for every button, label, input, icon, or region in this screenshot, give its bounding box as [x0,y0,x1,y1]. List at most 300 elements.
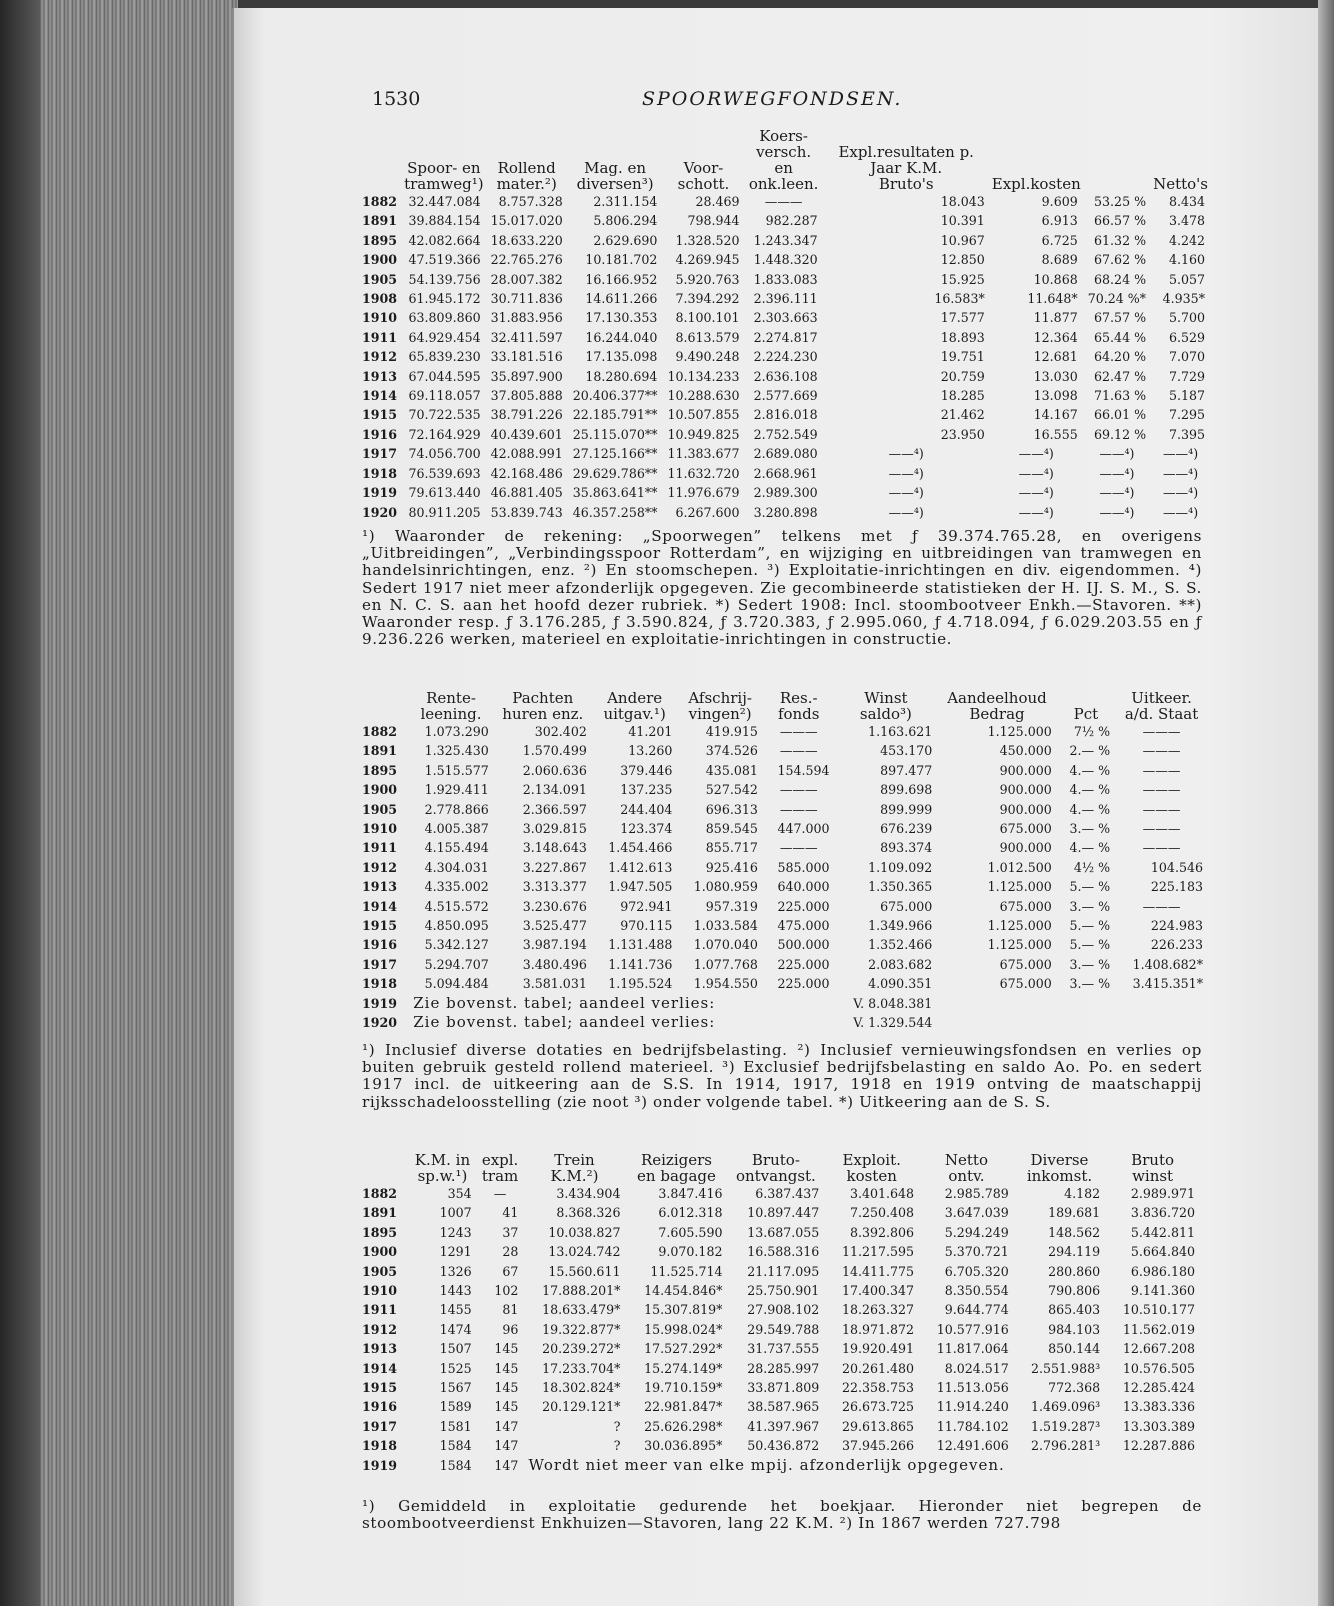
table-cell: 29.613.865 [841,1418,915,1434]
table-cell: 2.989.300 [753,485,818,501]
table-cell: 10.391 [940,213,985,229]
table-cell: 1.077.768 [693,956,758,972]
row-year: 1910 [362,310,398,326]
table-cell: 18.893 [940,329,985,345]
table-cell: 29.629.786** [572,465,658,481]
table-cell: 17.527.292* [644,1341,723,1357]
table-cell: 46.357.258** [572,504,658,520]
table-cell: 10.288.630 [667,388,740,404]
table-cell: 25.626.298* [644,1418,723,1434]
table-cell: 12.850 [940,252,985,268]
row-year: 1908 [362,291,398,307]
table-cell: 16.583* [934,291,985,307]
table-cell: 419.915 [705,724,758,739]
row-year: 1919 [362,485,398,501]
table-cell: 5.294.249 [944,1224,1009,1240]
table-row [362,1242,1200,1261]
table-cell: 16.166.952 [585,271,658,287]
table-cell: 982.287 [765,213,818,229]
table-cell: 30.711.836 [490,291,563,307]
table-cell: 47.519.366 [408,252,481,268]
table-cell: 145 [494,1341,519,1357]
table-cell: 2.060.636 [522,762,587,778]
table-cell: 1.352.466 [868,937,933,953]
table-cell: 41 [502,1205,519,1221]
column-header: Netto ontv. [944,1151,988,1185]
table-cell: 7.605.590 [658,1224,723,1240]
table-cell: 4.160 [1168,252,1205,268]
table-cell: 900.000 [999,801,1052,817]
table-cell: 10.868 [1033,271,1078,287]
table-cell: 9.141.360 [1130,1283,1195,1299]
row-note: Zie bovenst. tabel; aandeel verlies: [413,993,716,1012]
table-cell: 20.129.121* [542,1399,621,1415]
table-cell: 16.588.316 [747,1244,820,1260]
row-year: 1915 [362,407,398,423]
table-cell: 5.370.721 [944,1244,1009,1260]
column-header: Pct [1073,705,1099,723]
table-cell: 2.303.663 [753,310,818,326]
column-header: Bruto winst [1131,1151,1175,1185]
table-row [362,425,1210,444]
table-cell: 5.342.127 [424,937,489,953]
row-year: 1917 [362,956,398,972]
row-year: 1917 [362,446,398,462]
table-row [362,1436,1200,1455]
table-cell: 69.118.057 [408,388,481,404]
table-cell: 4.515.572 [424,898,489,914]
table-cell: 2.274.817 [753,329,818,345]
table-cell: 10.134.233 [667,368,740,384]
table-cell: 18.633.479* [542,1302,621,1318]
table-cell: 3.227.867 [522,859,587,875]
table-cell: 20.239.272* [542,1341,621,1357]
table-cell: 7.729 [1168,368,1205,384]
table-row [362,464,1210,483]
table-cell: 42.082.664 [408,232,481,248]
table-cell: 2.134.091 [522,782,587,798]
table-cell: 27.125.166** [572,446,658,462]
table-cell: 2.796.281³ [1031,1438,1101,1454]
table-cell: 640.000 [777,879,830,895]
table-cell: 527.542 [705,782,758,798]
row-year: 1910 [362,1283,398,1299]
table-cell: 1.070.040 [693,937,758,953]
table-cell: 6.705.320 [944,1263,1009,1279]
table-cell: 374.526 [705,743,758,759]
table-cell: 18.043 [940,194,985,209]
table-cell: 2.668.961 [753,465,818,481]
row-year: 1915 [362,918,398,934]
table-cell: 145 [494,1380,519,1396]
table-cell: 2.816.018 [753,407,818,423]
table-cell: 4.— % [1069,762,1111,778]
row-year: 1918 [362,976,398,992]
row-year: 1913 [362,1341,398,1357]
table-cell: 16.555 [1033,426,1078,442]
table-cell: 2.577.669 [753,388,818,404]
table-cell: 1.125.000 [987,918,1052,934]
table-cell: 64.929.454 [408,329,481,345]
table-cell: 897.477 [880,762,933,778]
table-cell: 1567 [439,1380,472,1396]
table-cell: 3.525.477 [522,918,587,934]
table-cell: ——— [1142,898,1181,914]
column-header [362,128,402,192]
table-cell: 42.168.486 [490,465,563,481]
table-cell: 435.081 [705,762,758,778]
table-cell: 20.406.377** [572,388,658,404]
table-cell: 676.239 [880,821,933,837]
table-cell: 12.491.606 [936,1438,1009,1454]
table-cell: 6.012.318 [658,1205,723,1221]
table-cell: 46.881.405 [490,485,563,501]
empty-cell [1115,994,1208,1013]
column-header: Expl.resultaten p. Jaar K.M. Bruto's [838,143,974,193]
table-cell: 675.000 [999,976,1052,992]
table-cell: 147 [494,1438,519,1454]
table-cell: 865.403 [1048,1302,1101,1318]
table-capital-accounts [362,128,1210,522]
row-year: 1910 [362,821,398,837]
table-cell: 11.562.019 [1122,1321,1195,1337]
table-cell: 2.689.080 [753,446,818,462]
table-cell: 675.000 [999,956,1052,972]
row-year: 1912 [362,1321,398,1337]
table-row [362,1339,1200,1358]
table-cell: 379.446 [620,762,673,778]
table-cell: 1.349.966 [868,918,933,934]
empty-cell [1057,1013,1115,1032]
table-cell: 13.098 [1033,388,1078,404]
empty-cell [937,994,1057,1013]
table-cell: 13.024.742 [548,1244,621,1260]
table-cell: 29.549.788 [747,1321,820,1337]
table-cell: 900.000 [999,782,1052,798]
table-cell: 970.115 [620,918,673,934]
table-cell: 280.860 [1048,1263,1101,1279]
table-cell: 11.914.240 [936,1399,1009,1415]
table-row [362,1359,1200,1378]
table-cell: 226.233 [1150,937,1203,953]
table-cell: 2.985.789 [944,1186,1009,1201]
table-cell: 1581 [439,1418,472,1434]
column-header: Uitkeer. a/d. Staat [1124,689,1199,723]
table-cell: 7.070 [1168,349,1205,365]
table-cell: 585.000 [777,859,830,875]
table-cell: 11.513.056 [936,1380,1009,1396]
table-cell: 1326 [439,1263,472,1279]
table-cell: 899.698 [880,782,933,798]
table-cell: ——⁴) [888,485,924,501]
table-cell: ——⁴) [1018,485,1054,501]
row-year: 1918 [362,1438,398,1454]
column-header: Koers- versch. en onk.leen. [748,127,819,193]
table-cell: 1.412.613 [608,859,673,875]
row-year: 1900 [362,252,398,268]
table-cell: 4.— % [1069,782,1111,798]
table-cell: 6.913 [1041,213,1078,229]
table-cell: ——— [1142,743,1181,759]
row-year: 1917 [362,1418,398,1434]
table-cell: 18.971.872 [841,1321,915,1337]
table-cell: 2.629.690 [593,232,658,248]
table-cell: ——⁴) [1162,465,1199,481]
table-cell: 925.416 [705,859,758,875]
table-cell: 33.181.516 [490,349,563,365]
table-cell: 3.480.496 [522,956,587,972]
table-cell: 70.722.535 [408,407,481,423]
row-year: 1916 [362,1399,398,1415]
table-cell: 15.017.020 [490,213,563,229]
table-cell: 4.304.031 [424,859,489,875]
table-cell: 65.839.230 [408,349,481,365]
row-year: 1919 [362,1457,398,1473]
row-year: 1911 [362,329,398,345]
table-row [362,1417,1200,1436]
table-cell: 123.374 [620,821,673,837]
table-cell: ——⁴) [1018,446,1054,462]
table-cell: 6.725 [1041,232,1078,248]
table-cell: 10.576.505 [1122,1360,1195,1376]
table-cell: 2.636.108 [753,368,818,384]
table-cell: 11.632.720 [667,465,740,481]
table-cell: 66.57 % [1094,213,1147,229]
table-cell: 10.181.702 [585,252,658,268]
table-cell: 1.328.520 [675,232,740,248]
table-row [362,289,1210,308]
table-cell: 37.945.266 [841,1438,915,1454]
table-cell: 1.125.000 [987,724,1052,739]
table-cell: 1.125.000 [987,937,1052,953]
loss-value: V. 1.329.544 [853,1015,933,1031]
table-cell: 28.285.997 [747,1360,820,1376]
table-cell: 9.644.774 [944,1302,1009,1318]
table-cell: 1.243.347 [753,232,818,248]
table-cell: 798.944 [687,213,740,229]
table-cell: 3.230.676 [522,898,587,914]
column-header: Trein K.M.²) [550,1151,599,1185]
row-year: 1916 [362,426,398,442]
table-cell: 28.007.382 [490,271,563,287]
column-header [1083,128,1151,192]
table-cell: 31.883.956 [490,310,563,326]
table-cell: 3.— % [1069,956,1111,972]
table-cell: 12.681 [1033,349,1078,365]
table-cell: 675.000 [999,898,1052,914]
column-header: Bruto- ontvangst. [735,1151,816,1185]
table-row [362,1223,1200,1242]
table-cell: 22.981.847* [644,1399,723,1415]
table-cell: 7.250.408 [849,1205,915,1221]
table-cell: 40.439.601 [490,426,563,442]
table-row [362,192,1210,211]
row-year: 1914 [362,898,398,914]
table-cell: 4.155.494 [424,840,489,856]
table-row [362,838,1208,857]
table-cell: 225.000 [777,976,830,992]
column-header: Aandeelhoud Bedrag [947,689,1047,723]
table-cell: 67.044.595 [408,368,481,384]
table-cell: 1.109.092 [868,859,933,875]
table-cell: 4.— % [1069,840,1111,856]
table-cell: 25.115.070** [572,426,658,442]
table-cell: 61.32 % [1094,232,1147,248]
table-cell: 26.673.725 [841,1399,915,1415]
table-cell: 8.757.328 [498,194,563,209]
table-cell: 21.117.095 [747,1263,820,1279]
table-cell: 147 [494,1418,519,1434]
table-cell: 475.000 [777,918,830,934]
table-cell: 20.759 [940,368,985,384]
table-cell: 102 [494,1283,519,1299]
table-cell: 66.01 % [1094,407,1147,423]
table-cell: 772.368 [1048,1380,1101,1396]
column-header: Expl.kosten [991,175,1081,193]
table-cell: ——— [779,743,818,759]
table-cell: 1.515.577 [424,762,489,778]
table-cell: 13.383.336 [1122,1399,1195,1415]
table-cell: 6.986.180 [1130,1263,1195,1279]
table-cell: 9.609 [1041,194,1078,209]
row-year: 1916 [362,937,398,953]
column-header: Mag. en diversen³) [576,159,654,193]
table-cell: 4.269.945 [675,252,740,268]
table-cell: ? [613,1438,621,1454]
table-row [362,935,1208,954]
table-cell: 72.164.929 [408,426,481,442]
table-cell: 18.280.694 [585,368,658,384]
table-cell: 855.717 [705,840,758,856]
table-cell: 1291 [439,1244,472,1260]
table-row [362,897,1208,916]
column-header: Afschrij- vingen²) [688,689,752,723]
table-cell: 20.261.480 [841,1360,915,1376]
row-year: 1882 [362,724,398,739]
row-note: Zie bovenst. tabel; aandeel verlies: [413,1013,716,1032]
table-cell: 1.454.466 [608,840,673,856]
table-cell: 154.594 [777,762,830,778]
book-right-edge [1318,0,1334,1606]
row-year: 1911 [362,1302,398,1318]
table-row [362,1281,1200,1300]
table-cell: 32.447.084 [408,194,481,209]
table-cell: 1.073.290 [424,724,489,739]
table-cell: 53.839.743 [490,504,563,520]
table-row [362,1378,1200,1397]
column-header: Pachten huren enz. [502,689,584,723]
table-cell: 64.20 % [1094,349,1147,365]
table-cell: 17.130.353 [585,310,658,326]
table-cell: 225.000 [777,898,830,914]
table-cell: 15.925 [940,271,985,287]
table-cell: 3.836.720 [1130,1205,1195,1221]
table-row [362,1262,1200,1281]
table-cell: 225.000 [777,956,830,972]
table-cell: 2.224.230 [753,349,818,365]
table-cell: ——⁴) [1162,446,1199,462]
column-header [362,690,408,722]
row-year: 1912 [362,349,398,365]
table-profit-and-loss [362,690,1208,1033]
table-cell: ——— [1142,762,1181,778]
table-row [362,250,1210,269]
table-row [362,386,1210,405]
table-cell: ——— [1142,801,1181,817]
table-cell: 28.469 [695,194,740,209]
column-header: Spoor- en tramweg¹) [404,159,484,193]
table-cell: 2.396.111 [753,291,818,307]
table-cell: 7.395 [1168,426,1205,442]
table-row [362,858,1208,877]
table-cell: 63.809.860 [408,310,481,326]
table-cell: 6.529 [1168,329,1205,345]
table-row [362,1184,1200,1203]
table-cell: 2.366.597 [522,801,587,817]
table-row [362,994,1208,1013]
table-cell: 9.070.182 [658,1244,723,1260]
page-header [372,88,1192,118]
table-cell: 80.911.205 [408,504,481,520]
table-cell: 12.364 [1033,329,1078,345]
table-cell: 17.135.098 [585,349,658,365]
table-cell: 13.260 [628,743,673,759]
column-header: Res.- fonds [777,689,820,723]
table-cell: 25.750.901 [747,1283,820,1299]
table-row [362,211,1210,230]
column-header: Voor- schott. [677,159,730,193]
table-cell: 4.005.387 [424,821,489,837]
table-cell: 2.778.866 [424,801,489,817]
table-cell: 17.577 [940,310,985,326]
table-cell: 1455 [439,1302,472,1318]
table-cell: 68.24 % [1094,271,1147,287]
table-cell: 1.448.320 [753,252,818,268]
table-cell: 37.805.888 [490,388,563,404]
table-cell: 38.791.226 [490,407,563,423]
table-cell: 15.307.819* [644,1302,723,1318]
table-cell: 7½ % [1073,724,1111,739]
table-cell: 3.029.815 [522,821,587,837]
table-cell: 5.— % [1069,918,1111,934]
table-cell: 39.884.154 [408,213,481,229]
table-cell: ——⁴) [888,504,924,520]
table-cell: 957.319 [705,898,758,914]
table-cell: 3.434.904 [556,1186,621,1201]
table-cell: 53.25 % [1094,194,1147,209]
table3-footnotes: ¹) Gemiddeld in exploitatie gedurende het boekjaar. Hieronder niet begrepen de stoombootveerdienst Enkhuizen—Stavoren, lang 22 K.M. ²) In 1867 werden 727.798 [362,1497,1202,1533]
table-cell: 696.313 [705,801,758,817]
table-cell: 5.442.811 [1130,1224,1195,1240]
table-cell: 7.394.292 [675,291,740,307]
row-year: 1915 [362,1380,398,1396]
table-cell: 13.687.055 [747,1224,820,1240]
row-year: 1895 [362,232,398,248]
table-cell: 11.784.102 [936,1418,1009,1434]
table-cell: 17.888.201* [542,1283,621,1299]
table-cell: 1.469.096³ [1031,1399,1101,1415]
table-cell: 984.103 [1048,1321,1101,1337]
running-title: SPOORWEGFONDSEN. [642,88,903,110]
table-cell: 17.400.347 [841,1283,915,1299]
table-cell: 30.036.895* [644,1438,723,1454]
row-year: 1920 [362,1015,398,1031]
table-row [362,819,1208,838]
table-cell: 10.577.916 [936,1321,1009,1337]
table-cell: 1.519.287³ [1031,1418,1101,1434]
row-year: 1918 [362,465,398,481]
table-cell: 14.411.775 [841,1263,915,1279]
